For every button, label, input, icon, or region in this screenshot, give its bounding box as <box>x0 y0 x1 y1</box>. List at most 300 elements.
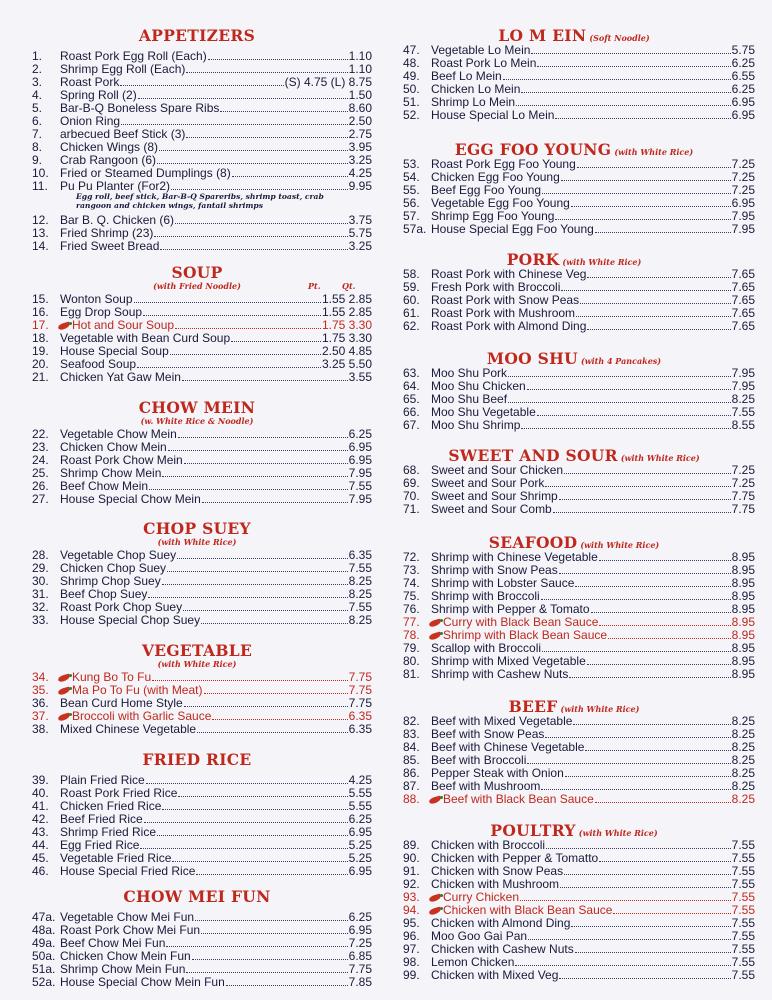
item-price: 3.25 <box>348 239 372 253</box>
item-number: 75. <box>403 589 420 603</box>
dot-leader <box>170 354 321 355</box>
item-price: 7.65 <box>731 267 755 281</box>
item-number: 65. <box>403 392 420 406</box>
item-price: 5.75 <box>348 226 372 240</box>
dot-leader <box>121 124 348 125</box>
dot-leader <box>148 597 347 598</box>
item-name: Seafood Soup <box>60 357 137 371</box>
dot-leader <box>564 874 731 875</box>
item-number: 6. <box>32 114 43 128</box>
dot-leader <box>528 939 731 940</box>
item-price: 5.25 <box>348 838 372 852</box>
item-price: 9.95 <box>348 179 372 193</box>
menu-item <box>22 723 372 736</box>
item-number: 28. <box>32 548 49 562</box>
item-number: 74. <box>403 576 420 590</box>
item-number: 39. <box>32 773 49 787</box>
item-name: Beef Egg Foo Young <box>431 183 542 197</box>
item-name: Moo Shu Shrimp <box>431 418 521 432</box>
item-name: Vegetable Chow Mei Fun <box>60 910 195 924</box>
item-price: 7.75 <box>731 489 755 503</box>
item-price: 5.55 <box>348 799 372 813</box>
item-name: Shrimp Chow Mein <box>60 466 162 480</box>
menu-item <box>22 371 372 384</box>
dot-leader <box>521 92 730 93</box>
item-number: 22. <box>32 427 49 441</box>
item-number: 80. <box>403 654 420 668</box>
item-name: Vegetable Fried Rice <box>60 851 172 865</box>
dot-leader <box>138 98 348 99</box>
dot-leader <box>573 724 730 725</box>
item-number: 43. <box>32 825 49 839</box>
item-name: Pu Pu Planter (For2) <box>60 179 171 193</box>
section-title-chow-mein <box>22 398 372 417</box>
dot-leader <box>575 586 730 587</box>
item-name: Chicken Chow Mein Fun <box>60 949 191 963</box>
menu-item <box>22 614 372 627</box>
item-name: Roast Pork with Mushroom <box>431 306 576 320</box>
item-number: 95. <box>403 916 420 930</box>
item-number: 46. <box>32 864 49 878</box>
item-number: 73. <box>403 563 420 577</box>
dot-leader <box>520 900 731 901</box>
item-name: Roast Pork with Almond Ding <box>431 319 587 333</box>
item-number: 51a. <box>32 962 56 976</box>
dot-leader <box>202 502 348 503</box>
dot-leader <box>157 163 348 164</box>
section-title-soup <box>22 263 372 282</box>
item-name: Roast Pork Lo Mein <box>431 56 537 70</box>
item-price: 7.55 <box>731 851 755 865</box>
item-price: 7.75 <box>348 670 372 684</box>
item-price: 2.75 <box>348 127 372 141</box>
item-price: 6.25 <box>348 910 372 924</box>
section-title-text: PORK <box>506 250 560 269</box>
item-price: 8.95 <box>731 589 755 603</box>
item-name: House Special Egg Foo Young <box>431 222 594 236</box>
item-number: 62. <box>403 319 420 333</box>
section-title-text: SWEET AND SOUR <box>448 446 618 465</box>
item-number: 26. <box>32 479 49 493</box>
dot-leader <box>537 415 731 416</box>
item-name: Beef with Mixed Vegetable <box>431 714 573 728</box>
item-number: 48a. <box>32 923 56 937</box>
item-price: 6.95 <box>731 196 755 210</box>
item-name: Roast Pork Chow Mein <box>60 453 183 467</box>
item-number: 1. <box>32 49 43 63</box>
dot-leader <box>559 573 731 574</box>
item-price: 7.55 <box>731 916 755 930</box>
item-number: 64. <box>403 379 420 393</box>
item-number: 20. <box>32 357 49 371</box>
dot-leader <box>186 137 347 138</box>
item-number: 90. <box>403 851 420 865</box>
item-price: 7.55 <box>731 890 755 904</box>
item-name: House Special Chop Suey <box>60 613 201 627</box>
item-number: 69. <box>403 476 420 490</box>
item-name: Spring Roll (2) <box>60 88 137 102</box>
dot-leader <box>555 219 730 220</box>
dot-leader <box>591 612 731 613</box>
section-title-text: SOUP <box>171 263 223 282</box>
item-number: 63. <box>403 366 420 380</box>
dot-leader <box>575 952 731 953</box>
item-number: 19. <box>32 344 49 358</box>
dot-leader <box>166 946 347 947</box>
item-name: Lemon Chicken <box>431 955 515 969</box>
item-price: 7.95 <box>731 209 755 223</box>
item-price: 8.25 <box>731 727 755 741</box>
item-number: 48. <box>403 56 420 70</box>
item-price: 6.85 <box>348 949 372 963</box>
menu-item <box>393 320 755 333</box>
dot-leader <box>571 206 731 207</box>
item-name: Chicken Lo Mein <box>431 82 521 96</box>
item-name: Ma Po To Fu (with Meat) <box>72 683 203 697</box>
dot-leader <box>159 150 348 151</box>
section-title-text: SEAFOOD <box>488 533 578 552</box>
item-price: 1.55 2.85 <box>321 292 372 306</box>
dot-leader <box>561 180 731 181</box>
item-number: 4. <box>32 88 43 102</box>
dot-leader <box>226 985 348 986</box>
menu-item <box>393 503 755 516</box>
item-name: Chicken Wings (8) <box>60 140 159 154</box>
item-price: 1.10 <box>348 62 372 76</box>
item-name: Fried Shrimp (23) <box>60 226 154 240</box>
item-number: 3. <box>32 75 43 89</box>
item-name: Shrimp with Black Bean Sauce <box>443 628 608 642</box>
section-note: (Soft Noodle) <box>589 33 650 43</box>
item-number: 42. <box>32 812 49 826</box>
item-name: Scallop with Broccoli <box>431 641 542 655</box>
item-price: 6.25 <box>731 56 755 70</box>
item-price: 6.95 <box>348 825 372 839</box>
item-price: 7.75 <box>348 696 372 710</box>
item-name: Vegetable Chow Mein <box>60 427 177 441</box>
item-price: 7.95 <box>731 222 755 236</box>
section-title-appetizers <box>22 26 372 45</box>
dot-leader <box>231 341 321 342</box>
dot-leader <box>172 861 347 862</box>
dot-leader <box>542 651 731 652</box>
dot-leader <box>197 732 348 733</box>
item-name: Kung Bo To Fu <box>72 670 152 684</box>
dot-leader <box>171 189 348 190</box>
item-price: 7.25 <box>731 476 755 490</box>
item-price: 7.65 <box>731 306 755 320</box>
item-price: 1.55 2.85 <box>321 305 372 319</box>
dot-leader <box>613 913 730 914</box>
item-number: 67. <box>403 418 420 432</box>
item-name: Chicken Chow Mein <box>60 440 167 454</box>
item-price: 6.25 <box>348 427 372 441</box>
item-name: Moo Shu Chicken <box>431 379 526 393</box>
menu-item <box>393 419 755 432</box>
dot-leader <box>559 499 731 500</box>
dot-leader <box>599 625 730 626</box>
item-price: 7.25 <box>731 157 755 171</box>
dot-leader <box>599 861 730 862</box>
item-name: Moo Shu Pork <box>431 366 508 380</box>
dot-leader <box>154 236 347 237</box>
item-name: Hot and Sour Soup <box>72 318 175 332</box>
dot-leader <box>515 965 730 966</box>
item-price: 7.95 <box>348 492 372 506</box>
section-title-text: APPETIZERS <box>138 26 256 45</box>
item-name: Bar B. Q. Chicken (6) <box>60 213 175 227</box>
dot-leader <box>527 389 731 390</box>
item-number: 93. <box>403 890 420 904</box>
item-number: 50a. <box>32 949 56 963</box>
item-price: 3.25 5.50 <box>321 357 372 371</box>
item-number: 86. <box>403 766 420 780</box>
dot-leader <box>542 193 731 194</box>
section-title-text: FRIED RICE <box>142 750 252 769</box>
section-note: (with Fried Noodle) <box>153 281 241 291</box>
dot-leader <box>208 59 348 60</box>
dot-leader <box>555 118 730 119</box>
section-title-text: EGG FOO YOUNG <box>454 140 612 159</box>
item-number: 49. <box>403 69 420 83</box>
item-name: Shrimp Egg Foo Young <box>431 209 555 223</box>
dot-leader <box>178 796 347 797</box>
item-number: 89. <box>403 838 420 852</box>
item-name: Shrimp with Pepper & Tomato <box>431 602 590 616</box>
dot-leader <box>184 706 348 707</box>
item-name: Wonton Soup <box>60 292 133 306</box>
item-name: Roast Pork Egg Foo Young <box>431 157 576 171</box>
item-number: 9. <box>32 153 43 167</box>
hot-pepper-icon <box>429 894 442 902</box>
item-number: 99. <box>403 968 420 982</box>
item-name: Shrimp with Mixed Vegetable <box>431 654 586 668</box>
item-name: Beef with Broccoli <box>431 753 527 767</box>
item-price: 6.35 <box>348 722 372 736</box>
dot-leader <box>587 329 730 330</box>
item-number: 38. <box>32 722 49 736</box>
item-number: 92. <box>403 877 420 891</box>
dot-leader <box>175 223 348 224</box>
item-name: Vegetable Lo Mein <box>431 43 531 57</box>
item-name: House Special Chow Mein <box>60 492 201 506</box>
dot-leader <box>220 111 347 112</box>
item-number: 32. <box>32 600 49 614</box>
item-number: 47. <box>403 43 420 57</box>
hot-pepper-icon <box>58 687 71 695</box>
item-name: Bean Curd Home Style <box>60 696 183 710</box>
item-price: 8.25 <box>348 613 372 627</box>
dot-leader <box>140 848 347 849</box>
dot-leader <box>545 737 730 738</box>
item-price: 8.25 <box>731 392 755 406</box>
item-name: Shrimp Chop Suey <box>60 574 161 588</box>
item-number: 41. <box>32 799 49 813</box>
item-price: 3.95 <box>348 140 372 154</box>
item-number: 17. <box>32 318 49 332</box>
item-price: 4.25 <box>348 773 372 787</box>
item-price: 6.35 <box>348 709 372 723</box>
item-number: 52a. <box>32 975 56 989</box>
section-note: (with White Rice) <box>580 540 660 550</box>
dot-leader <box>146 783 348 784</box>
item-description: Egg roll, beef stick, Bar-B-Q Spareribs, shrimp toast, crab rangoon and chicken wings, fantail shrimps <box>76 192 324 210</box>
item-number: 40. <box>32 786 49 800</box>
section-title-text: MOO SHU <box>486 349 578 368</box>
section-title-text: POULTRY <box>490 821 576 840</box>
item-number: 53. <box>403 157 420 171</box>
item-price: 5.55 <box>348 786 372 800</box>
item-number: 44. <box>32 838 49 852</box>
item-name: Chicken with Snow Peas <box>431 864 564 878</box>
item-price: 4.25 <box>348 166 372 180</box>
dot-leader <box>571 926 730 927</box>
item-number: 78. <box>403 628 420 642</box>
item-name: Shrimp Lo Mein <box>431 95 516 109</box>
item-number: 24. <box>32 453 49 467</box>
item-number: 60. <box>403 293 420 307</box>
item-number: 57. <box>403 209 420 223</box>
item-name: Chicken with Cashew Nuts <box>431 942 574 956</box>
hot-pepper-icon <box>58 674 71 682</box>
item-name: Egg Drop Soup <box>60 305 143 319</box>
section-title-text: VEGETABLE <box>141 641 253 660</box>
item-number: 36. <box>32 696 49 710</box>
dot-leader <box>186 972 347 973</box>
item-price: 7.55 <box>348 561 372 575</box>
menu-item <box>22 865 372 878</box>
item-price: 7.25 <box>731 170 755 184</box>
dot-leader <box>196 874 347 875</box>
item-name: Beef with Black Bean Sauce <box>443 792 594 806</box>
dot-leader <box>541 789 730 790</box>
item-name: Chicken Yat Gaw Mein <box>60 370 181 384</box>
item-name: Vegetable Egg Foo Young <box>431 196 570 210</box>
dot-leader <box>553 512 731 513</box>
menu-item <box>393 668 755 681</box>
item-price: 8.25 <box>348 574 372 588</box>
dot-leader <box>167 571 348 572</box>
item-name: Mixed Chinese Vegetable <box>60 722 197 736</box>
item-price: 2.50 <box>348 114 372 128</box>
item-number: 85. <box>403 753 420 767</box>
item-price: 6.95 <box>348 453 372 467</box>
item-price: (S) 4.75 (L) 8.75 <box>284 75 372 89</box>
item-name: Beef with Chinese Vegetable <box>431 740 585 754</box>
section-note: (with White Rice) <box>560 704 640 714</box>
dot-leader <box>587 664 731 665</box>
item-number: 34. <box>32 670 49 684</box>
item-name: Sweet and Sour Chicken <box>431 463 564 477</box>
item-price: 8.25 <box>731 766 755 780</box>
item-number: 91. <box>403 864 420 878</box>
item-number: 83. <box>403 727 420 741</box>
item-price: 7.55 <box>731 877 755 891</box>
item-name: Crab Rangoon (6) <box>60 153 157 167</box>
menu-item <box>393 969 755 982</box>
section-note: (w. White Rice & Noodle) <box>140 416 254 426</box>
item-name: Beef Lo Mein <box>431 69 502 83</box>
item-name: Roast Pork Chop Suey <box>60 600 183 614</box>
dot-leader <box>144 822 348 823</box>
item-number: 2. <box>32 62 43 76</box>
item-name: arbecued Beef Stick (3) <box>60 127 186 141</box>
item-name: Shrimp with Cashew Nuts <box>431 667 569 681</box>
item-name: Beef Chop Suey <box>60 587 148 601</box>
item-name: Shrimp with Lobster Sauce <box>431 576 575 590</box>
item-price: 3.55 <box>348 370 372 384</box>
section-note: (with White Rice) <box>562 257 642 267</box>
item-name: Chicken with Mixed Veg <box>431 968 559 982</box>
item-name: Plain Fried Rice <box>60 773 145 787</box>
column-header-pint: Pt. <box>308 281 321 291</box>
item-price: 7.75 <box>731 502 755 516</box>
dot-leader <box>168 450 348 451</box>
item-name: Onion Ring <box>60 114 121 128</box>
item-price: 7.75 <box>348 962 372 976</box>
dot-leader <box>595 802 731 803</box>
item-number: 8. <box>32 140 43 154</box>
item-number: 97. <box>403 942 420 956</box>
dot-leader <box>184 463 348 464</box>
dot-leader <box>177 558 348 559</box>
item-number: 5. <box>32 101 43 115</box>
item-price: 7.75 <box>348 683 372 697</box>
item-number: 16. <box>32 305 49 319</box>
item-number: 18. <box>32 331 49 345</box>
item-number: 55. <box>403 183 420 197</box>
item-price: 7.25 <box>348 936 372 950</box>
item-name: Moo Shu Beef <box>431 392 508 406</box>
dot-leader <box>545 486 730 487</box>
item-number: 81. <box>403 667 420 681</box>
item-price: 8.25 <box>731 792 755 806</box>
item-number: 77. <box>403 615 420 629</box>
item-price: 8.25 <box>731 779 755 793</box>
item-price: 7.55 <box>348 600 372 614</box>
item-number: 47a. <box>32 910 56 924</box>
item-price: 7.25 <box>731 183 755 197</box>
item-price: 8.95 <box>731 576 755 590</box>
item-name: Fried Sweet Bread <box>60 239 160 253</box>
item-price: 8.95 <box>731 563 755 577</box>
item-number: 70. <box>403 489 420 503</box>
item-name: Moo Shu Vegetable <box>431 405 536 419</box>
item-number: 66. <box>403 405 420 419</box>
dot-leader <box>608 638 731 639</box>
dot-leader <box>195 920 348 921</box>
item-name: House Special Chow Mein Fun <box>60 975 225 989</box>
item-price: 6.25 <box>731 82 755 96</box>
item-name: Beef Fried Rice <box>60 812 143 826</box>
hot-pepper-icon <box>429 796 442 804</box>
item-name: Egg Fried Rice <box>60 838 140 852</box>
dot-leader <box>565 776 731 777</box>
dot-leader <box>120 85 283 86</box>
item-price: 5.25 <box>348 851 372 865</box>
item-number: 23. <box>32 440 49 454</box>
item-name: Chicken with Mushroom <box>431 877 560 891</box>
item-price: 8.55 <box>731 418 755 432</box>
item-name: Chicken Chop Suey <box>60 561 167 575</box>
item-name: Chicken with Pepper & Tomatto <box>431 851 599 865</box>
item-price: 7.55 <box>731 838 755 852</box>
item-number: 59. <box>403 280 420 294</box>
dot-leader <box>182 380 348 381</box>
item-name: Chicken Fried Rice <box>60 799 162 813</box>
item-name: Vegetable Chop Suey <box>60 548 177 562</box>
dot-leader <box>546 848 731 849</box>
